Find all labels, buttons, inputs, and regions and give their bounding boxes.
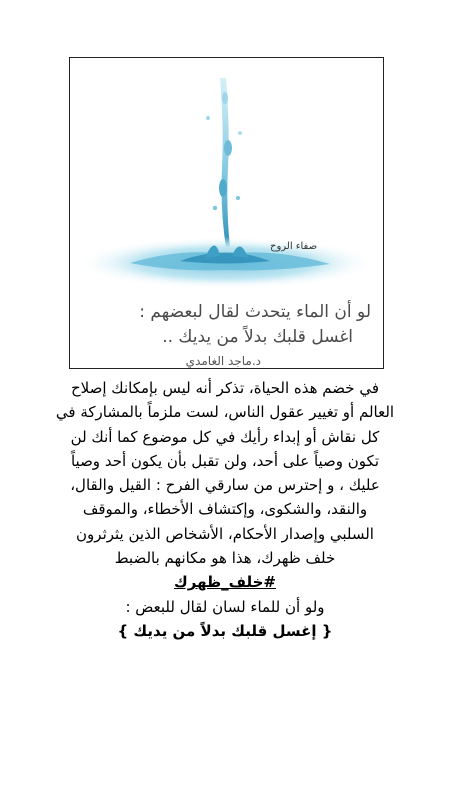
closing-quote: { إغسل قلبك بدلاً من يديك }: [117, 621, 333, 640]
post-body: [6, 376, 444, 643]
hashtag-link[interactable]: #خلف_ظهرك: [174, 573, 276, 592]
body-line: تكون وصياً على أحد، ولن تقبل بأن يكون أحد وصياً: [70, 451, 380, 470]
quote-author: د.ماجد الغامدي: [185, 354, 261, 368]
body-line: كل نقاش أو إبداء رأيك في كل موضوع كما أنك لن: [70, 427, 380, 446]
quote-line-1: لو أن الماء يتحدث لقال لبعضهم :: [139, 302, 371, 322]
watermark-text: صفاء الروح: [270, 241, 318, 252]
quote-image: [69, 57, 384, 369]
body-line: في خضم هذه الحياة، تذكر أنه ليس بإمكانك إصلاح: [71, 379, 379, 397]
water-splash-illustration: [70, 58, 383, 298]
body-line: العالم أو تغيير عقول الناس، لست ملزماً بالمشاركة في: [55, 403, 395, 422]
body-line: ولو أن للماء لسان لقال للبعض :: [125, 597, 325, 616]
body-line: والنقد، والشكوى، وإكتشاف الأخطاء، والموقف: [82, 500, 368, 519]
body-line: السلبي وإصدار الأحكام، الأشخاص الذين يثرثرون: [76, 524, 374, 543]
body-line: عليك ، و إحترس من سارقي الفرح : القيل والقال،: [70, 476, 380, 495]
body-line: خلف ظهرك، هذا هو مكانهم بالضبط: [114, 549, 336, 568]
quote-line-2: اغسل قلبك بدلاً من يديك ..: [162, 327, 353, 347]
